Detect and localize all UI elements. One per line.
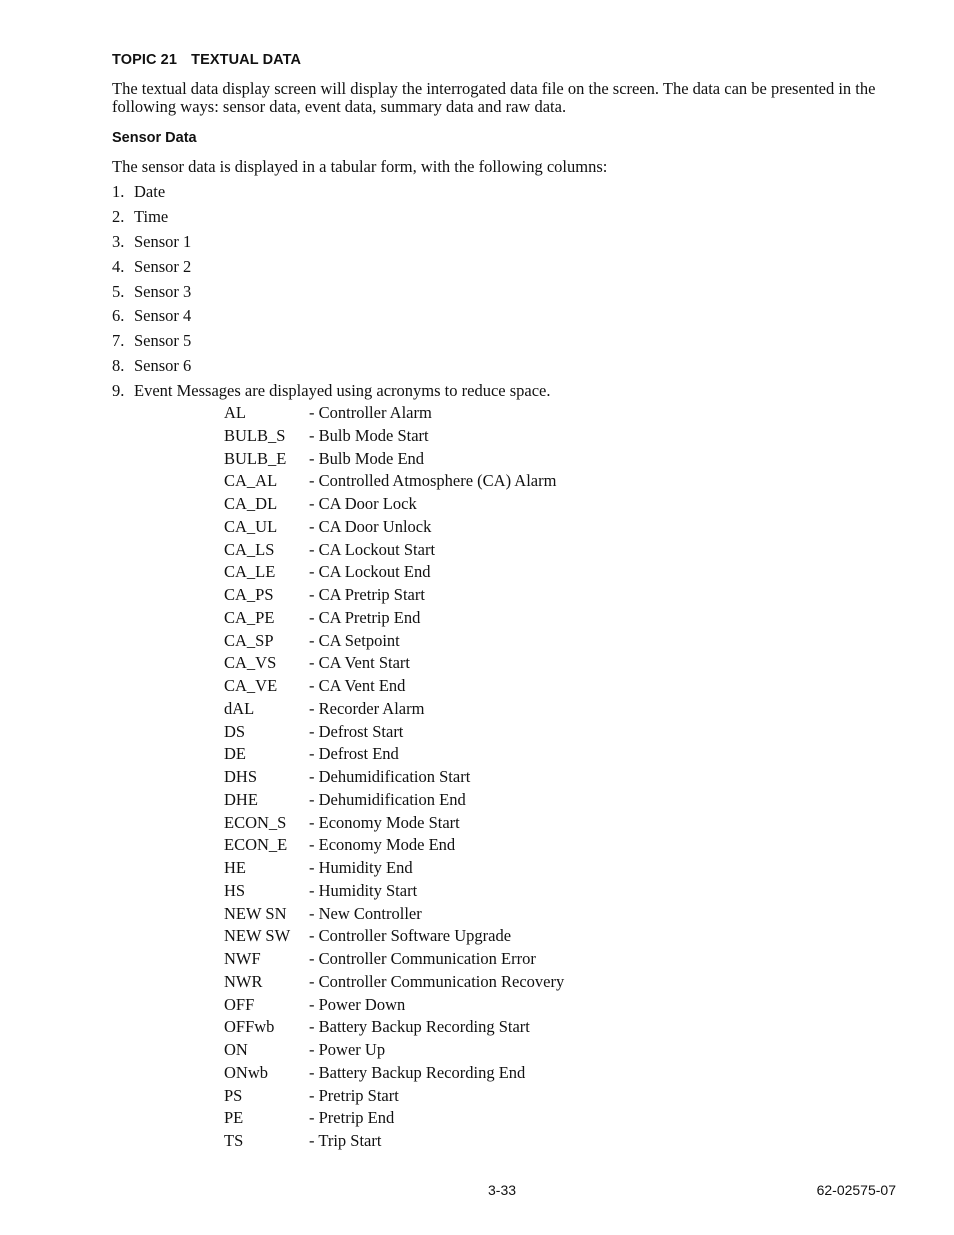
list-item-number: 8. — [112, 356, 125, 376]
acronym-description: - Controller Alarm — [309, 403, 432, 422]
acronym-code: NEW SN — [224, 903, 287, 923]
acronym-code: TS — [224, 1131, 244, 1150]
acronym-description: - Economy Mode Start — [309, 812, 460, 832]
acronym-description: - Recorder Alarm — [309, 698, 425, 718]
acronym-row — [224, 562, 564, 585]
list-item-number: 7. — [112, 331, 125, 351]
acronym-code: OFF — [224, 994, 255, 1014]
list-item-number: 9. — [112, 381, 125, 401]
acronym-code: CA_DL — [224, 494, 278, 513]
acronym-description: - Bulb Mode End — [309, 448, 425, 468]
acronym-code: ECON_E — [224, 835, 288, 855]
acronym-code: CA_LS — [224, 539, 275, 559]
list-item-text: Sensor 1 — [134, 231, 192, 251]
acronym-row — [224, 926, 564, 949]
list-item — [112, 207, 551, 232]
acronym-row — [224, 1040, 564, 1063]
acronym-row — [224, 449, 564, 472]
document-number: 62-02575-07 — [816, 1182, 896, 1198]
acronym-description: - Battery Backup Recording Start — [309, 1017, 530, 1037]
acronym-code: HE — [224, 858, 246, 877]
acronym-row — [224, 540, 564, 563]
acronym-row — [224, 813, 564, 836]
list-item — [112, 257, 551, 282]
acronym-description: - CA Pretrip Start — [309, 585, 425, 604]
acronym-row — [224, 972, 564, 995]
acronym-description: - CA Vent End — [309, 676, 406, 695]
acronym-row — [224, 653, 564, 676]
acronym-row — [224, 699, 564, 722]
acronym-description: - Controller Software Upgrade — [309, 926, 512, 946]
list-item-number: 5. — [112, 281, 125, 301]
columns-list — [112, 182, 551, 406]
acronym-row — [224, 904, 564, 927]
list-item-text: Date — [134, 182, 166, 201]
acronym-code: NWF — [224, 949, 261, 968]
list-item — [112, 232, 551, 257]
acronym-description: - Dehumidification Start — [309, 767, 471, 786]
acronym-description: - Controlled Atmosphere (CA) Alarm — [309, 471, 557, 491]
acronym-row — [224, 744, 564, 767]
list-item — [112, 306, 551, 331]
acronym-code: PE — [224, 1108, 244, 1128]
acronym-code: CA_PE — [224, 607, 275, 627]
section-lead: The sensor data is displayed in a tabular form, with the following columns: — [112, 157, 608, 176]
list-item — [112, 356, 551, 381]
acronym-row — [224, 517, 564, 540]
acronym-row — [224, 790, 564, 813]
list-item-text: Sensor 5 — [134, 331, 192, 351]
list-item-text: Event Messages are displayed using acronyms to reduce space. — [134, 381, 551, 401]
acronym-code: OFFwb — [224, 1017, 275, 1037]
acronym-row — [224, 608, 564, 631]
acronym-description: - Dehumidification End — [309, 789, 466, 809]
acronym-description: - Pretrip Start — [309, 1085, 399, 1105]
acronym-code: DHS — [224, 767, 258, 786]
acronym-description: - New Controller — [309, 903, 422, 923]
acronym-row — [224, 1017, 564, 1040]
acronym-row — [224, 403, 564, 426]
acronym-description: - Defrost Start — [309, 721, 404, 741]
acronym-code: DHE — [224, 789, 258, 809]
acronym-code: DE — [224, 744, 246, 764]
acronym-row — [224, 995, 564, 1018]
acronym-code: AL — [224, 403, 246, 422]
acronym-row — [224, 1086, 564, 1109]
acronym-code: CA_UL — [224, 516, 278, 536]
acronym-description: - Defrost End — [309, 744, 399, 764]
acronym-row — [224, 722, 564, 745]
topic-title: TEXTUAL DATA — [191, 52, 302, 68]
section-heading: Sensor Data — [112, 130, 197, 146]
acronym-row — [224, 585, 564, 608]
acronym-code: BULB_S — [224, 425, 286, 445]
acronym-code: NEW SW — [224, 926, 291, 946]
list-item-text: Sensor 6 — [134, 356, 192, 376]
acronym-code: CA_VS — [224, 653, 277, 673]
acronym-row — [224, 767, 564, 790]
list-item — [112, 331, 551, 356]
acronym-code: HS — [224, 880, 246, 900]
acronym-row — [224, 631, 564, 654]
acronym-row — [224, 1063, 564, 1086]
acronym-code: CA_SP — [224, 630, 274, 650]
acronym-description: - CA Pretrip End — [309, 607, 421, 627]
acronym-description: - CA Door Unlock — [309, 516, 432, 536]
intro-paragraph: The textual data display screen will display the interrogated data file on the screen. The data can be presented in the following ways: sensor data, event data, summary data and raw data. — [112, 79, 876, 116]
acronym-description: - Power Up — [309, 1040, 386, 1059]
acronym-description: - Controller Communication Error — [309, 949, 536, 968]
acronym-code: ECON_S — [224, 812, 287, 832]
acronym-description: - Bulb Mode Start — [309, 425, 429, 445]
acronym-row — [224, 949, 564, 972]
list-item-text: Sensor 2 — [134, 256, 192, 276]
acronym-description: - Battery Backup Recording End — [309, 1062, 526, 1082]
acronym-row — [224, 881, 564, 904]
acronym-code: CA_VE — [224, 676, 278, 695]
acronym-description: - CA Vent Start — [309, 653, 410, 673]
list-item-number: 2. — [112, 206, 125, 226]
acronym-list — [224, 403, 564, 1154]
acronym-code: ONwb — [224, 1062, 268, 1082]
acronym-description: - Economy Mode End — [309, 835, 456, 855]
page-number: 3-33 — [488, 1182, 517, 1198]
acronym-code: DS — [224, 721, 246, 741]
acronym-code: PS — [224, 1085, 243, 1105]
acronym-row — [224, 426, 564, 449]
list-item — [112, 182, 551, 207]
acronym-code: CA_PS — [224, 585, 274, 604]
acronym-code: CA_LE — [224, 562, 276, 582]
list-item-number: 1. — [112, 182, 125, 201]
topic-number: TOPIC 21 — [112, 52, 178, 68]
acronym-description: - Power Down — [309, 994, 406, 1014]
acronym-row — [224, 676, 564, 699]
acronym-row — [224, 494, 564, 517]
list-item-text: Sensor 4 — [134, 306, 192, 326]
acronym-description: - CA Setpoint — [309, 630, 400, 650]
list-item-number: 3. — [112, 231, 125, 251]
acronym-description: - CA Door Lock — [309, 494, 417, 513]
acronym-row — [224, 858, 564, 881]
acronym-description: - CA Lockout End — [309, 562, 431, 582]
acronym-row — [224, 1131, 564, 1154]
acronym-code: ON — [224, 1040, 248, 1059]
acronym-code: CA_AL — [224, 471, 278, 491]
acronym-description: - Pretrip End — [309, 1108, 395, 1128]
acronym-row — [224, 835, 564, 858]
acronym-description: - Controller Communication Recovery — [309, 971, 565, 991]
acronym-code: BULB_E — [224, 448, 287, 468]
acronym-code: dAL — [224, 698, 255, 718]
list-item — [112, 282, 551, 307]
topic-heading — [112, 52, 301, 68]
list-item-number: 6. — [112, 306, 125, 326]
list-item-number: 4. — [112, 256, 125, 276]
acronym-row — [224, 471, 564, 494]
acronym-description: - Humidity End — [309, 858, 413, 877]
acronym-description: - Trip Start — [309, 1131, 382, 1150]
acronym-code: NWR — [224, 971, 263, 991]
acronym-row — [224, 1108, 564, 1131]
list-item-text: Sensor 3 — [134, 281, 192, 301]
acronym-description: - CA Lockout Start — [309, 539, 436, 559]
list-item-text: Time — [134, 206, 169, 226]
acronym-description: - Humidity Start — [309, 880, 418, 900]
